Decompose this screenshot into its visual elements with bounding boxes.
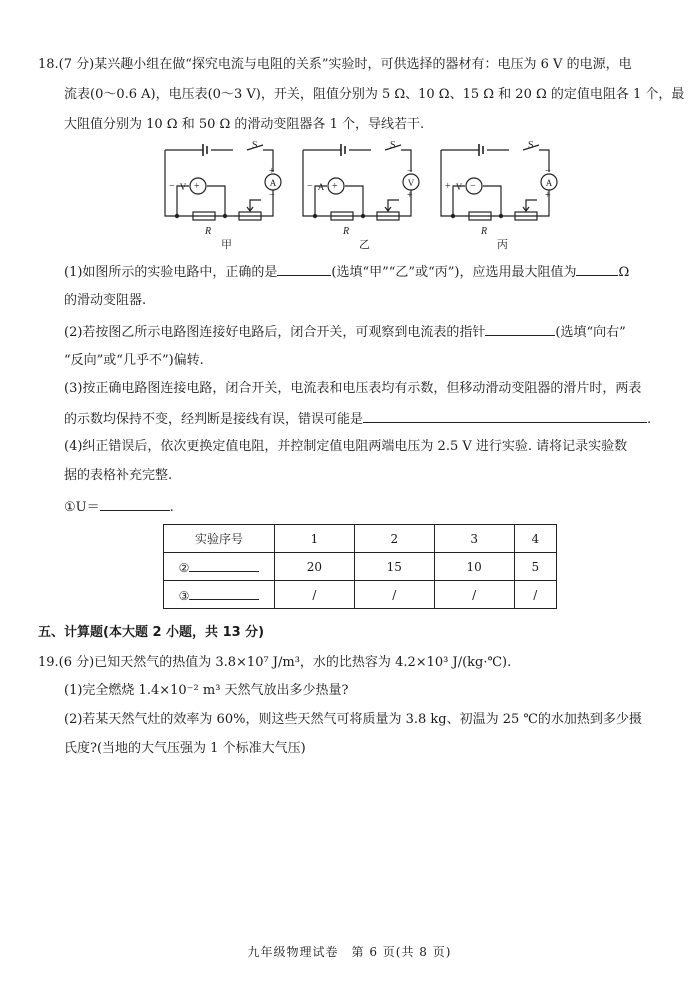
q18-part3: (3)按正确电路图连接电路，闭合开关，电流表和电压表均有示数，但移动滑动变阻器的滑片时，两表 [64, 381, 642, 396]
svg-text:V: V [455, 182, 463, 192]
switch-label: S [252, 140, 258, 151]
svg-text:+: + [445, 181, 451, 192]
table-row: 实验序号 1 2 3 4 [164, 525, 557, 553]
svg-text:V: V [407, 178, 415, 188]
caption-jia: 甲 [221, 239, 232, 251]
svg-text:−: − [407, 166, 413, 177]
svg-text:+: + [269, 166, 275, 177]
answer-blank-circuit[interactable] [277, 262, 331, 276]
svg-text:+: + [545, 190, 551, 201]
experiment-table [163, 524, 557, 609]
svg-text:S: S [528, 140, 534, 151]
answer-blank-voltage[interactable] [100, 497, 170, 511]
resistor-label: R [205, 226, 212, 237]
q18-part3-cont: 的示数均保持不变，经判断是接线有误，错误可能是 . [64, 409, 651, 429]
table-row: ② 20 15 10 5 [164, 553, 557, 581]
circuit-diagrams [150, 140, 570, 252]
q18-part4: (4)纠正错误后，依次更换定值电阻，并控制定值电阻两端电压为 2.5 V 进行实验. 请将记录实验数 [64, 439, 628, 454]
svg-text:+: + [407, 190, 413, 201]
q18-part2: (2)若按图乙所示电路图连接好电路后，闭合开关，可观察到电流表的指针 (选填“向右” [64, 322, 626, 342]
q18-part4-cont: 据的表格补充完整. [64, 468, 173, 483]
svg-text:S: S [390, 140, 396, 151]
svg-text:−: − [307, 181, 313, 192]
answer-blank-error[interactable] [363, 409, 647, 423]
answer-blank-deflection[interactable] [485, 322, 555, 336]
svg-text:+: + [332, 181, 338, 192]
voltage-line: ①U＝ . [64, 497, 174, 517]
meter-left: V [179, 182, 187, 192]
svg-text:−: − [269, 190, 275, 201]
q18-part1: (1)如图所示的实验电路中，正确的是 (选填“甲”“乙”或“丙”)，应选用最大阻值为 Ω [64, 262, 629, 282]
q18-part2-cont: “反向”或“几乎不”)偏转. [64, 353, 204, 368]
q19-part1: (1)完全燃烧 1.4×10⁻² m³ 天然气放出多少热量? [64, 683, 349, 698]
svg-text:R: R [343, 226, 350, 237]
svg-text:−: − [470, 181, 476, 192]
q18-part1-cont: 的滑动变阻器. [64, 293, 147, 308]
caption-bing: 丙 [497, 239, 508, 251]
section-heading: 五、计算题(本大题 2 小题，共 13 分) [38, 625, 265, 640]
q18-line1: 18.(7 分)某兴趣小组在做“探究电流与电阻的关系”实验时，可供选择的器材有：电压为 6 V 的电源，电 [38, 57, 632, 72]
svg-text:A: A [545, 178, 553, 188]
q18-line3: 大阻值分别为 10 Ω 和 50 Ω 的滑动变阻器各 1 个，导线若干. [64, 117, 425, 132]
svg-text:R: R [481, 226, 488, 237]
answer-blank-quantity2[interactable] [189, 558, 259, 572]
page-footer: 九年级物理试卷 第 6 页(共 8 页) [247, 945, 452, 959]
svg-text:A: A [317, 182, 325, 192]
q18-line2: 流表(0～0.6 A)，电压表(0～3 V)，开关，阻值分别为 5 Ω、10 Ω、15 Ω 和 20 Ω 的定值电阻各 1 个，最 [64, 87, 685, 102]
svg-text:−: − [545, 166, 551, 177]
answer-blank-resistance[interactable] [576, 262, 618, 276]
q19-line1: 19.(6 分)已知天然气的热值为 3.8×10⁷ J/m³，水的比热容为 4.2×10³ J/(kg·℃). [38, 655, 512, 670]
q19-part2-cont: 氏度?(当地的大气压强为 1 个标准大气压) [64, 741, 306, 756]
svg-text:+: + [194, 181, 200, 192]
table-row: ③ / / / / [164, 581, 557, 609]
meter-right: A [269, 178, 277, 188]
q19-part2: (2)若某天然气灶的效率为 60%，则这些天然气可将质量为 3.8 kg、初温为 25 ℃的水加热到多少摄 [64, 712, 642, 727]
svg-text:−: − [169, 181, 175, 192]
answer-blank-quantity3[interactable] [189, 586, 259, 600]
caption-yi: 乙 [359, 239, 370, 251]
